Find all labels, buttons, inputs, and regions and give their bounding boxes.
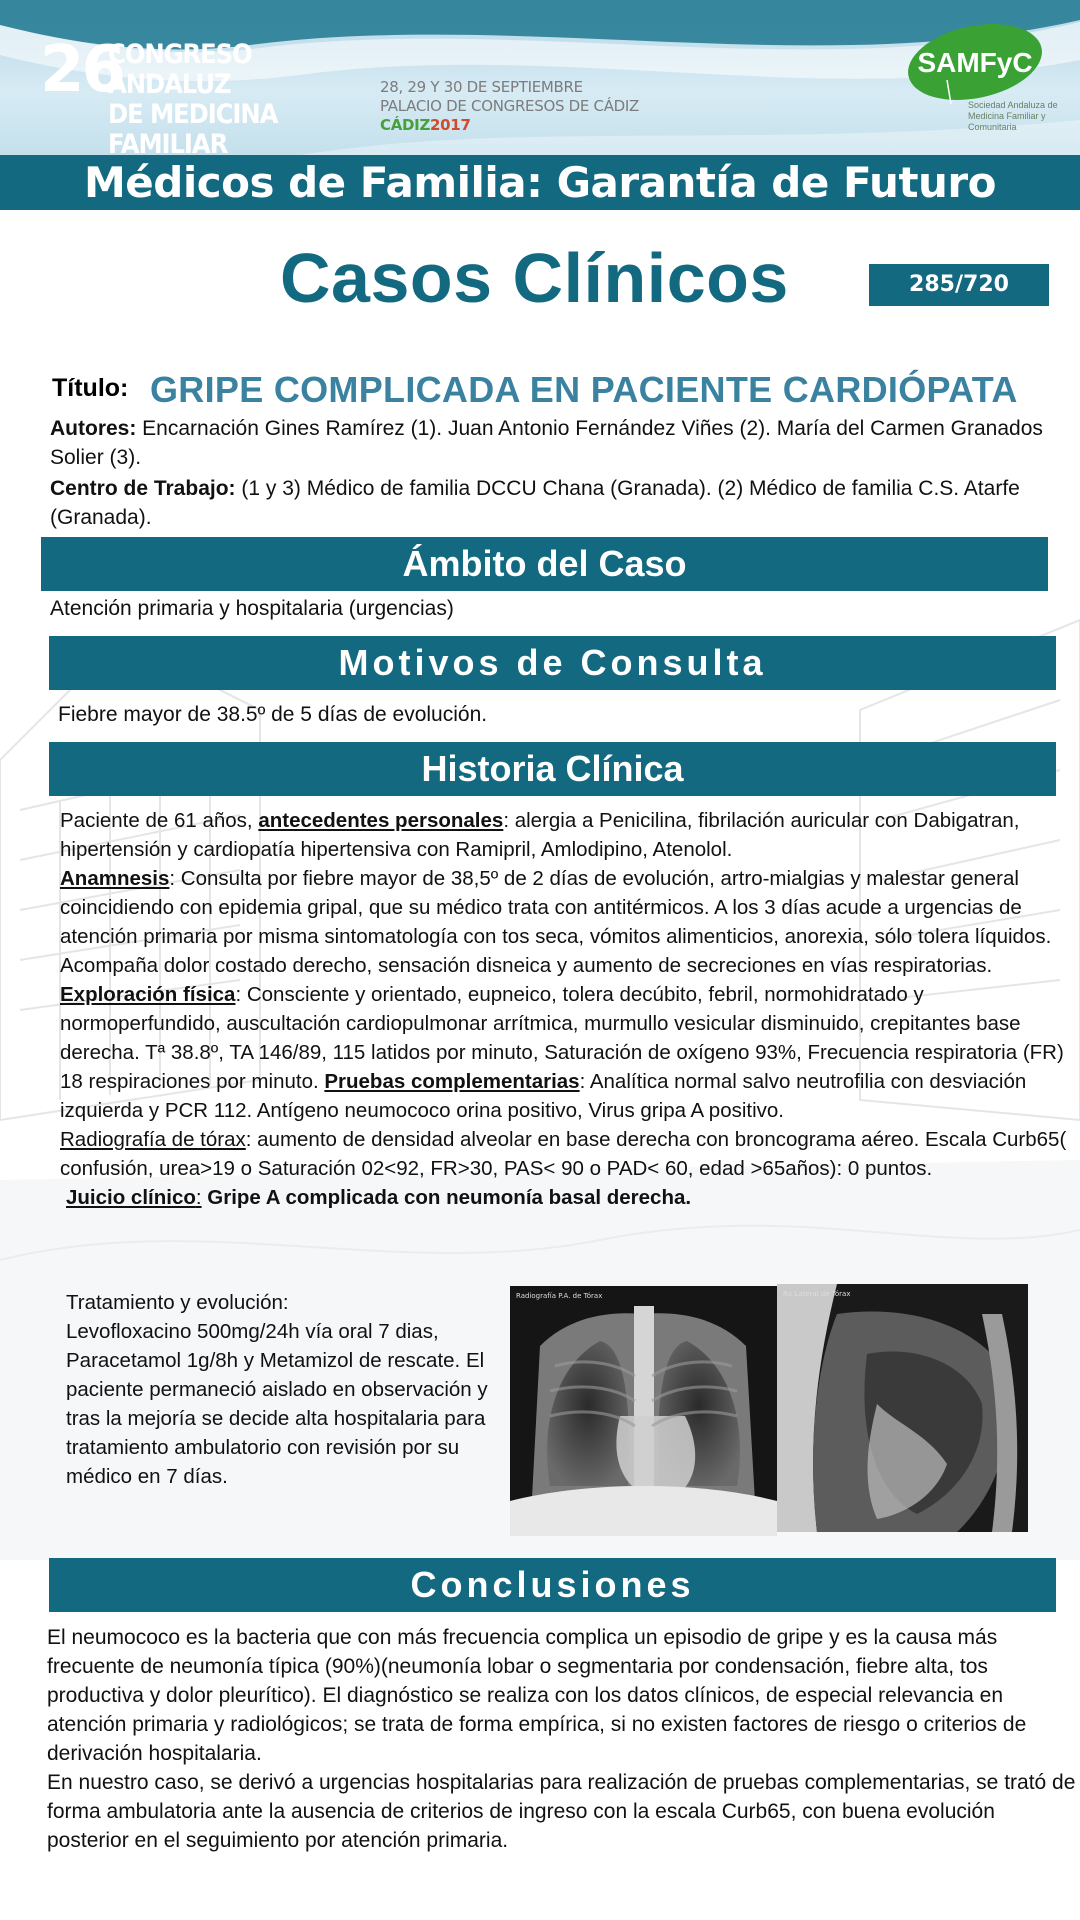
authors-label: Autores: [50,417,137,440]
history-exam-label: Exploración física [60,983,236,1006]
xray-lateral-image [777,1284,1028,1532]
workplace-label: Centro de Trabajo: [50,477,236,500]
congress-city-name: CÁDIZ [380,116,431,134]
congress-number: 26 [40,33,124,107]
history-xray-label: Radiografía de tórax [60,1128,246,1151]
history-antecedents-label: antecedentes personales [258,809,504,832]
document-heading: Casos Clínicos [280,239,789,317]
workplace [50,474,1050,532]
section-header-reason: Motivos de Consulta [49,636,1056,690]
history-anamnesis-label: Anamnesis [60,867,170,890]
congress-tagline: Médicos de Familia: Garantía de Futuro [0,155,1080,210]
history-exam: : Consciente y orientado, eupneico, tolera decúbito, febril, normohidratado y normoperfundido, auscultación cardiopulmonar arrítmica, murmullo vesicular disminuido, crepitantes base derecha. Tª 38.8º, TA 146/89, 115 latidos por minuto, Saturación de oxígeno 93%, Frecuencia respiratoria (FR) 18 respiraciones por minuto. [60,983,1064,1093]
conclusions-text [47,1623,1077,1855]
congress-venue: PALACIO DE CONGRESOS DE CÁDIZ [380,97,640,115]
scope-text: Atención primaria y hospitalaria (urgencias) [50,597,454,620]
workplace-text: (1 y 3) Médico de familia DCCU Chana (Granada). (2) Médico de familia C.S. Atarfe (Granada). [50,477,1020,529]
congress-city-year: 2017 [430,116,471,134]
history-tests: : Analítica normal salvo neutrofilia con desviación izquierda y PCR 112. Antígeno neumococo orina positivo, Virus gripa A positivo. [60,1070,1027,1122]
xray-lateral-caption: Rx Lateral de Tórax [783,1290,851,1298]
section-header-scope: Ámbito del Caso [41,537,1048,591]
samfyc-logo [905,20,1045,105]
congress-name-line: DE MEDICINA FAMILIAR [108,99,278,155]
case-title: GRIPE COMPLICADA EN PACIENTE CARDIÓPATA [150,369,1018,410]
section-header-history: Historia Clínica [49,742,1056,796]
history-xray: : aumento de densidad alveolar en base derecha con broncograma aéreo. Escala Curb65( confusión, urea>19 o Saturación 02<92, FR>30, PAS< 90 o PAD< 60, edad >65años): 0 puntos. [60,1128,1067,1180]
authors-text: Encarnación Gines Ramírez (1). Juan Antonio Fernández Viñes (2). María del Carmen Granados Solier (3). [50,417,1043,469]
congress-name-line: CONGRESO ANDALUZ [108,39,252,100]
title-label: Título: [52,374,129,402]
section-header-conclusions: Conclusiones [49,1558,1056,1612]
congress-city [380,116,639,135]
history-judgment-text: Gripe A complicada con neumonía basal derecha. [201,1186,692,1209]
samfyc-logo-text: SAMFyC [917,47,1033,78]
treatment-text: Levofloxacino 500mg/24h vía oral 7 dias, Paracetamol 1g/8h y Metamizol de rescate. El paciente permaneció aislado en observación y tras la mejoría se decide alta hospitalaria para tratamiento ambulatorio con revisión por su médico en 7 días. [66,1320,488,1488]
xray-pa-caption: Radiografía P.A. de Tórax [516,1292,603,1300]
congress-dates: 28, 29 Y 30 DE SEPTIEMBRE [380,78,583,96]
history-judgment: Juicio clínico: Gripe A complicada con neumonía basal derecha. [66,1186,692,1209]
conclusions-paragraph: En nuestro caso, se derivó a urgencias hospitalarias para realización de pruebas complementarias, se trató de forma ambulatoria ante la ausencia de criterios de ingreso con la escala Curb65, con buena evolución posterior en el seguimiento por atención primaria. [47,1771,1076,1852]
history-text [60,806,1075,1212]
samfyc-logo-subtitle: Sociedad Andaluza de Medicina Familiar y Comunitaria [968,100,1058,132]
case-number-badge: 285/720 [869,264,1049,306]
history-judgment-label: Juicio clínico [66,1186,196,1209]
treatment-block: Tratamiento y evolución: Levofloxacino 500mg/24h vía oral 7 dias, Paracetamol 1g/8h y Metamizol de rescate. El paciente permaneció aislado en observación y tras la mejoría se decide alta hospitalaria para tratamiento ambulatorio con revisión por su médico en 7 días. [66,1291,488,1488]
congress-info [380,78,639,135]
reason-text: Fiebre mayor de 38.5º de 5 días de evolución. [58,703,488,726]
history-tests-label: Pruebas complementarias [324,1070,580,1093]
treatment-label: Tratamiento y evolución [66,1291,283,1314]
conclusions-paragraph: El neumococo es la bacteria que con más frecuencia complica un episodio de gripe y es la causa más frecuente de neumonía típica (90%)(neumonía lobar o segmentaria por condensación, fiebre alta, tos productiva y dolor pleurítico). El diagnóstico se realiza con los datos clínicos, de especial relevancia en atención primaria y radiológicos; se trata de forma empírica, si no existen factores de riesgo o criterios de derivación hospitalaria. [47,1626,1027,1765]
congress-name [108,40,342,155]
congress-header [0,0,1080,155]
authors [50,414,1050,472]
history-antecedents: : alergia a Penicilina, fibrilación auricular con Dabigatran, hipertensión y cardiopatía hipertensiva con Ramipril, Amlodipino, Atenolol. [60,809,1020,861]
history-intro: Paciente de 61 años, [60,809,259,832]
history-anamnesis: : Consulta por fiebre mayor de 38,5º de 2 días de evolución, artro-mialgias y malestar general coincidiendo con epidemia gripal, que su médico trata con antitérmicos. A los 3 días acude a urgencias de atención primaria por misma sintomatología con tos seca, vómitos alimenticios, anorexia, sólo tolera líquidos. Acompaña dolor costado derecho, sensación disneica y aumento de secreciones en vías respiratorias. [60,867,1052,977]
xray-pa-image [510,1286,777,1536]
